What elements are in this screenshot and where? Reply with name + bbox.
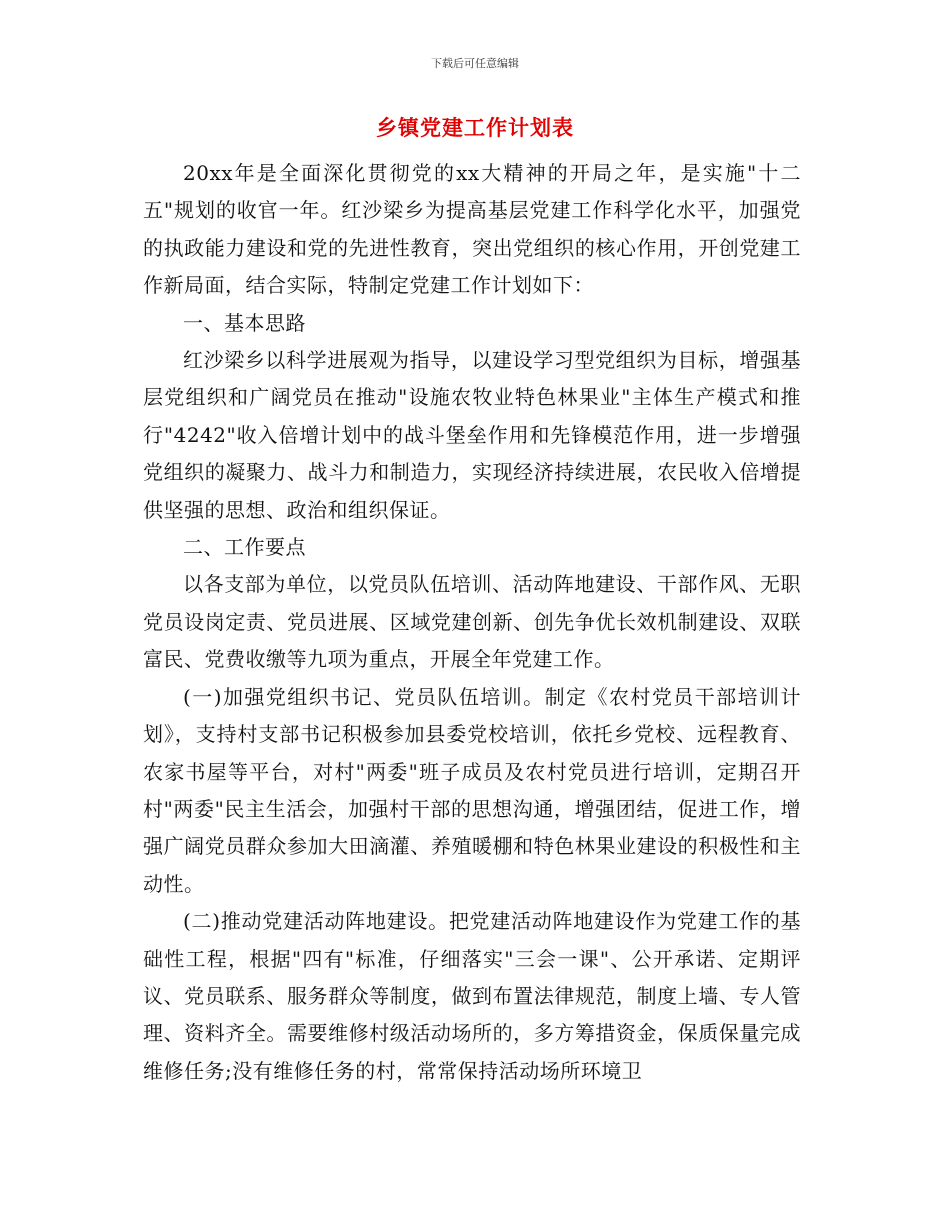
paragraph-item-2-activity-base: (二)推动党建活动阵地建设。把党建活动阵地建设作为党建工作的基础性工程，根据"四有"标准，仔细落实"三会一课"、公开承诺、定期评议、党员联系、服务群众等制度，做到布置法律规范，制度上墙、专人管理、资料齐全。需要维修村级活动场所的，多方筹措资金，保质保量完成维修任务;没有维修任务的村，常常保持活动场所环境卫 (143, 909, 801, 1083)
document-body (143, 155, 801, 1090)
page-header-note: 下载后可任意编辑 (431, 57, 519, 70)
section-heading-work-points: 二、工作要点 (183, 535, 306, 560)
paragraph-work-points: 以各支部为单位，以党员队伍培训、活动阵地建设、干部作风、无职党员设岗定责、党员进展、区域党建创新、创先争优长效机制建设、双联富民、党费收缴等九项为重点，开展全年党建工作。 (143, 572, 801, 672)
paragraph-intro: 20xx年是全面深化贯彻党的xx大精神的开局之年，是实施"十二五"规划的收官一年。红沙梁乡为提高基层党建工作科学化水平，加强党的执政能力建设和党的先进性教育，突出党组织的核心作用，开创党建工作新局面，结合实际，特制定党建工作计划如下： (143, 161, 801, 298)
document-title: 乡镇党建工作计划表 (376, 116, 574, 140)
section-heading-basic-ideas: 一、基本思路 (183, 310, 306, 335)
paragraph-basic-ideas: 红沙梁乡以科学进展观为指导，以建设学习型党组织为目标，增强基层党组织和广阔党员在推动"设施农牧业特色林果业"主体生产模式和推行"4242"收入倍增计划中的战斗堡垒作用和先锋模范作用，进一步增强党组织的凝聚力、战斗力和制造力，实现经济持续进展，农民收入倍增提供坚强的思想、政治和组织保证。 (143, 348, 801, 522)
paragraph-item-1-training: (一)加强党组织书记、党员队伍培训。制定《农村党员干部培训计划》，支持村支部书记积极参加县委党校培训，依托乡党校、远程教育、农家书屋等平台，对村"两委"班子成员及农村党员进行培训，定期召开村"两委"民主生活会，加强村干部的思想沟通，增强团结，促进工作，增强广阔党员群众参加大田滴灌、养殖暖棚和特色林果业建设的积极性和主动性。 (143, 684, 801, 896)
